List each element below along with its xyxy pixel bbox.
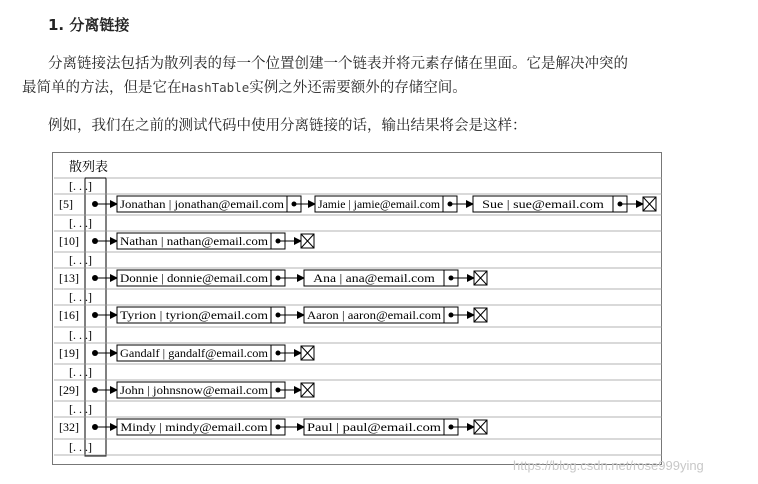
figure-title: 散列表	[69, 159, 109, 174]
slot-index-label: [16]	[59, 308, 79, 322]
ellipsis-label: [. . .]	[69, 216, 92, 230]
list-node-text: Sue | sue@email.com	[482, 197, 605, 211]
list-node-text: Nathan | nathan@email.com	[120, 234, 269, 248]
list-node-text: Gandalf | gandalf@email.com	[120, 346, 269, 360]
slot-index-label: [5]	[59, 197, 73, 211]
slot-index-label: [29]	[59, 383, 79, 397]
list-node-text: Paul | paul@email.com	[307, 420, 442, 434]
list-node-text: John | johnsnow@email.com	[120, 383, 269, 397]
paragraph-1: 分离链接法包括为散列表的每一个位置创建一个链表并将元素存储在里面。它是解决冲突的	[48, 56, 628, 72]
list-node-text: Ana | ana@email.com	[313, 271, 436, 285]
paragraph-2-text-a: 最简单的方法，但是它在	[22, 80, 182, 96]
list-node-text: Jamie | jamie@email.com	[318, 197, 441, 211]
list-node-text: Jonathan | jonathan@email.com	[120, 197, 285, 211]
ellipsis-label: [. . .]	[69, 365, 92, 379]
section-heading: 1. 分离链接	[48, 16, 130, 34]
paragraph-3: 例如，我们在之前的测试代码中使用分离链接的话，输出结果将会是这样：	[48, 118, 527, 134]
ellipsis-label: [. . .]	[69, 179, 92, 193]
diagram-canvas	[53, 153, 663, 466]
list-node-text: Mindy | mindy@email.com	[120, 420, 269, 434]
list-node-text: Aaron | aaron@email.com	[307, 308, 442, 322]
ellipsis-label: [. . .]	[69, 290, 92, 304]
watermark: https://blog.csdn.net/rose999ying	[513, 458, 704, 473]
paragraph-2	[22, 76, 467, 100]
slot-index-label: [19]	[59, 346, 79, 360]
list-node-text: Donnie | donnie@email.com	[120, 271, 269, 285]
paragraph-2-text-b: 实例之外还需要额外的存储空间。	[249, 80, 467, 96]
list-node-text: Tyrion | tyrion@email.com	[120, 308, 269, 322]
ellipsis-label: [. . .]	[69, 402, 92, 416]
hashtable-code: HashTable	[181, 80, 250, 95]
slot-index-label: [32]	[59, 420, 79, 434]
slot-index-label: [13]	[59, 271, 79, 285]
ellipsis-label: [. . .]	[69, 328, 92, 342]
slot-index-label: [10]	[59, 234, 79, 248]
ellipsis-label: [. . .]	[69, 253, 92, 267]
ellipsis-label: [. . .]	[69, 440, 92, 454]
separate-chaining-diagram	[52, 152, 662, 465]
